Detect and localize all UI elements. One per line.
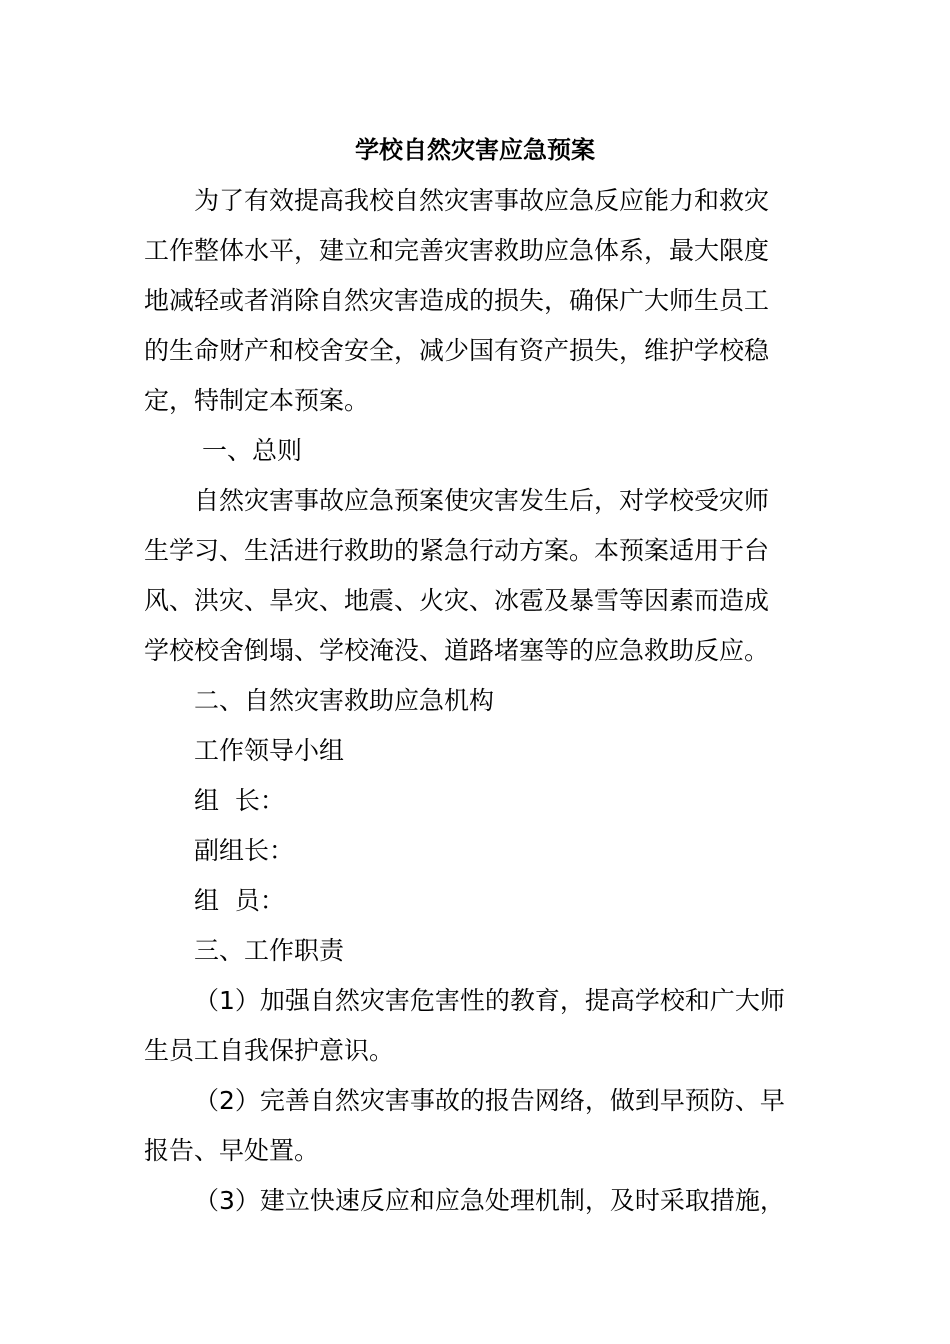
paragraph-line: 风、洪灾、旱灾、地震、火灾、冰雹及暴雪等因素而造成: [144, 586, 770, 615]
paragraph-line: 副组长：: [194, 836, 295, 865]
paragraph-line: 自然灾害事故应急预案使灾害发生后，对学校受灾师: [194, 486, 770, 515]
paragraph-line: 报告、早处置。: [144, 1136, 320, 1165]
document-title: 学校自然灾害应急预案: [355, 136, 595, 164]
section-heading: 一、总则: [202, 436, 303, 465]
paragraph-line: （1）加强自然灾害危害性的教育，提高学校和广大师: [194, 986, 785, 1015]
section-heading: 二、自然灾害救助应急机构: [194, 686, 495, 715]
paragraph-line: 工作整体水平，建立和完善灾害救助应急体系，最大限度: [144, 236, 770, 265]
paragraph-line: 地减轻或者消除自然灾害造成的损失，确保广大师生员工: [144, 286, 770, 315]
paragraph-line: 的生命财产和校舍安全，减少国有资产损失，维护学校稳: [144, 336, 770, 365]
paragraph-line: 学校校舍倒塌、学校淹没、道路堵塞等的应急救助反应。: [144, 636, 770, 665]
paragraph-line: 工作领导小组: [194, 736, 345, 765]
paragraph-line: 组 员：: [194, 886, 285, 915]
paragraph-line: 生员工自我保护意识。: [144, 1036, 395, 1065]
paragraph-line: （3）建立快速反应和应急处理机制，及时采取措施，: [194, 1186, 785, 1215]
paragraph-line: 组 长：: [194, 786, 285, 815]
paragraph-line: 为了有效提高我校自然灾害事故应急反应能力和救灾: [194, 186, 770, 215]
paragraph-line: 生学习、生活进行救助的紧急行动方案。本预案适用于台: [144, 536, 770, 565]
paragraph-line: 定，特制定本预案。: [144, 386, 370, 415]
section-heading: 三、工作职责: [194, 936, 345, 965]
paragraph-line: （2）完善自然灾害事故的报告网络，做到早预防、早: [194, 1086, 785, 1115]
